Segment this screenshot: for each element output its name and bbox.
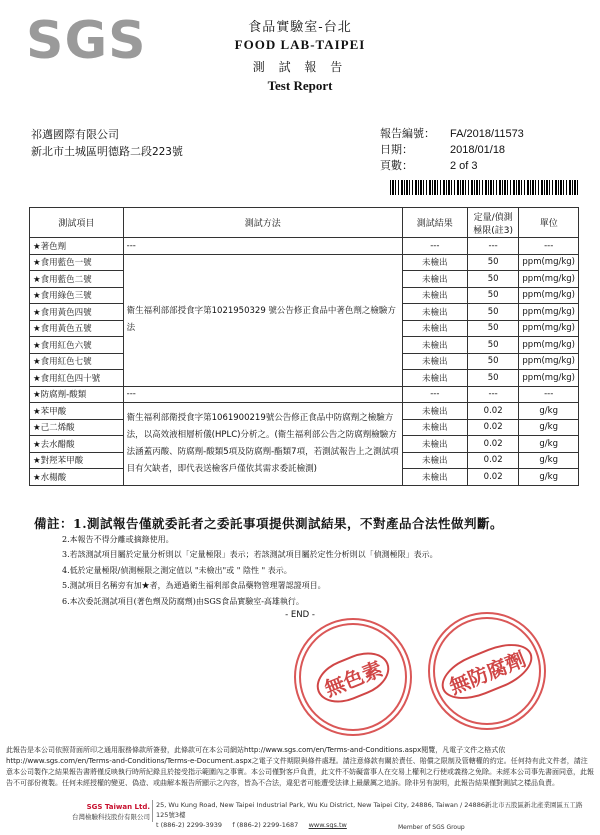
row-limit: 50 (467, 370, 519, 387)
row-unit: g/kg (519, 419, 579, 436)
row-unit: g/kg (519, 436, 579, 453)
row-item: ★食用藍色二號 (30, 271, 124, 288)
logo-text: SGS (26, 11, 147, 71)
footer-member: Member of SGS Group (398, 824, 465, 831)
row-limit: 0.02 (467, 436, 519, 453)
row-unit: ppm(mg/kg) (519, 337, 579, 354)
report-number-label: 報告編號： (380, 127, 435, 140)
table-row (30, 254, 579, 271)
footer-address-en: 25, Wu Kung Road, New Taipei Industrial Park, Wu Ku District, New Taipei City, 24886, Taiwan (156, 801, 458, 809)
table-row (30, 238, 579, 255)
row-result: 未檢出 (402, 320, 467, 337)
note-4: 4.低於定量極限/偵測極限之測定值以 "未檢出"或 " 陰性 " 表示。 (62, 565, 292, 575)
note-1: 備註：1.測試報告僅就委託者之委託事項提供測試結果，不對產品合法性做判斷。 (34, 516, 504, 531)
row-result: 未檢出 (402, 419, 467, 436)
lab-name-en: FOOD LAB-TAIPEI (234, 37, 366, 52)
report-number-row (380, 126, 524, 142)
method-preservatives: 衛生福利部衛授食字第1061900219號公告修正食品中防腐劑之檢驗方法，以高效液相層析儀(HPLC)分析之。(衛生福利部公告之防腐劑檢驗方法涵蓋丙酸、防腐劑-酸類5項及防腐劑-酯類7項，若測試報告上之測試項目有欠缺者，即代表送檢客戶僅依其需求委託檢測) (123, 403, 402, 486)
row-item: ★防腐劑-酸類 (30, 386, 124, 403)
barcode (390, 180, 580, 195)
stamp-no-preservative (428, 612, 546, 730)
row-method: --- (123, 386, 402, 403)
end-mark: - END - (285, 610, 315, 620)
row-limit: 50 (467, 337, 519, 354)
footer-company-en: SGS Taiwan Ltd. (86, 803, 150, 811)
method-colorants: 衛生福利部部授食字第1021950329 號公告修正食品中著色劑之檢驗方法 (123, 254, 402, 386)
report-title-en: Test Report (267, 78, 333, 93)
row-item: ★食用紅色四十號 (30, 370, 124, 387)
row-limit: 50 (467, 287, 519, 304)
footer-phone: t (886-2) 2299-3939 (156, 821, 223, 829)
row-limit: 0.02 (467, 469, 519, 486)
row-result: 未檢出 (402, 370, 467, 387)
results-table (29, 207, 579, 486)
row-item: ★食用紅色七號 (30, 353, 124, 370)
row-result: 未檢出 (402, 436, 467, 453)
row-result: 未檢出 (402, 254, 467, 271)
row-item: ★食用綠色三號 (30, 287, 124, 304)
row-unit: g/kg (519, 403, 579, 420)
header-method: 測試方法 (123, 208, 402, 238)
note-6: 6.本次委託測試項目(著色劑及防腐劑)由SGS食品實驗室-高雄執行。 (62, 596, 304, 606)
row-limit: 50 (467, 304, 519, 321)
notes (34, 516, 504, 609)
row-result: --- (402, 238, 467, 255)
row-item: ★食用紅色六號 (30, 337, 124, 354)
row-result: --- (402, 386, 467, 403)
stamp-no-colorant (294, 618, 412, 736)
row-unit: --- (519, 238, 579, 255)
row-unit: --- (519, 386, 579, 403)
row-result: 未檢出 (402, 337, 467, 354)
client-name: 祁邁國際有限公司 (31, 128, 119, 141)
row-unit: g/kg (519, 469, 579, 486)
row-unit: ppm(mg/kg) (519, 254, 579, 271)
client-block (31, 126, 183, 160)
row-result: 未檢出 (402, 271, 467, 288)
row-limit: 50 (467, 353, 519, 370)
row-unit: ppm(mg/kg) (519, 271, 579, 288)
row-unit: g/kg (519, 452, 579, 469)
note-5: 5.測試項目名稱旁有加★者，為通過衛生福利部食品藥物管理署認證項目。 (62, 581, 326, 590)
report-info (380, 126, 524, 174)
report-pages-value: 2 of 3 (450, 160, 478, 172)
table-header-row (30, 208, 579, 238)
row-item: ★去水醋酸 (30, 436, 124, 453)
report-date-value: 2018/01/18 (450, 144, 506, 156)
row-item: ★對羥苯甲酸 (30, 452, 124, 469)
row-item: ★食用黃色五號 (30, 320, 124, 337)
footer-divider (152, 800, 153, 822)
footer-address-cn: 24886新北市五股區新北產業園區五工路125號3樓 (156, 801, 583, 819)
row-result: 未檢出 (402, 469, 467, 486)
row-unit: ppm(mg/kg) (519, 353, 579, 370)
row-limit: --- (467, 386, 519, 403)
row-limit: 50 (467, 271, 519, 288)
row-result: 未檢出 (402, 452, 467, 469)
footer-address: 25, Wu Kung Road, New Taipei Industrial Park, Wu Ku District, New Taipei City, 24886, Taiwan / 24886新北市五股區新北產業園區五工路125號3樓 t (886-2) 2299-3939 f (886-2) 2299-1687 www.sgs.tw (156, 801, 583, 829)
row-item: ★著色劑 (30, 238, 124, 255)
footer-fax: f (886-2) 2299-1687 (232, 821, 299, 829)
row-limit: 0.02 (467, 419, 519, 436)
note-2: 2.本報告不得分離或摘錄使用。 (62, 534, 174, 544)
row-unit: ppm(mg/kg) (519, 370, 579, 387)
header-limit: 定量/偵測極限(註3) (467, 208, 519, 238)
stamp-no-preservative-text: 無防腐劑 (435, 634, 539, 708)
footer-company (60, 802, 150, 822)
footer-web[interactable]: www.sgs.tw (308, 821, 347, 829)
row-item: ★水楊酸 (30, 469, 124, 486)
row-limit: 0.02 (467, 452, 519, 469)
row-limit: --- (467, 238, 519, 255)
client-address: 新北市土城區明德路二段223號 (31, 145, 183, 158)
lab-name-cn: 食品實驗室-台北 (248, 20, 352, 35)
note-3: 3.若該測試項目屬於定量分析則以「定量極限」表示；若該測試項目屬於定性分析則以「偵測極限」表示。 (62, 550, 438, 559)
header-unit: 單位 (519, 208, 579, 238)
row-limit: 0.02 (467, 403, 519, 420)
legal-disclaimer: 此報告是本公司依照背面所印之通用服務條款所簽發，此條款可在本公司網站http://www.sgs.com/en/Terms-and-Conditions.aspx閱覽，凡電子文件之格式依http://www.sgs.com/en/Terms-and-Conditions/Terms-e-Document.aspx之電子文件期限與條件處理。請注意條款有關於責任、賠償之限制及管轄權的約定。任何持有此文件者，請注意本公司製作之結果報告書將僅反映執行時所紀錄且於接受指示範圍內之事實。本公司僅對客戶負責，此文件不妨礙當事人在交易上權利之行使或義務之免除。未經本公司事先書面同意，此報告不可部份複製。任何未經授權的變更、偽造、或曲解本報告所顯示之內容，皆為不合法，違犯者可能遭受法律上最嚴厲之追訴。除非另有說明，此報告結果僅對測試之樣品負責。 (6, 746, 594, 787)
row-unit: ppm(mg/kg) (519, 320, 579, 337)
report-number-value: FA/2018/11573 (450, 128, 524, 140)
row-unit: ppm(mg/kg) (519, 304, 579, 321)
report-date-label: 日期： (380, 143, 413, 156)
report-date-row (380, 142, 524, 158)
report-pages-label: 頁數： (380, 159, 413, 172)
row-unit: ppm(mg/kg) (519, 287, 579, 304)
header-result: 測試結果 (402, 208, 467, 238)
row-limit: 50 (467, 254, 519, 271)
header-item: 測試項目 (30, 208, 124, 238)
row-limit: 50 (467, 320, 519, 337)
table-row (30, 386, 579, 403)
row-result: 未檢出 (402, 403, 467, 420)
row-result: 未檢出 (402, 353, 467, 370)
row-item: ★苯甲酸 (30, 403, 124, 420)
footer-company-cn: 台灣檢驗科技股份有限公司 (72, 813, 150, 821)
row-result: 未檢出 (402, 304, 467, 321)
report-pages-row (380, 158, 524, 174)
row-method: --- (123, 238, 402, 255)
row-result: 未檢出 (402, 287, 467, 304)
row-item: ★食用黃色四號 (30, 304, 124, 321)
table-row (30, 403, 579, 420)
row-item: ★食用藍色一號 (30, 254, 124, 271)
stamp-no-colorant-text: 無色素 (310, 644, 396, 710)
report-title-cn: 測 試 報 告 (252, 60, 348, 74)
row-item: ★己二烯酸 (30, 419, 124, 436)
